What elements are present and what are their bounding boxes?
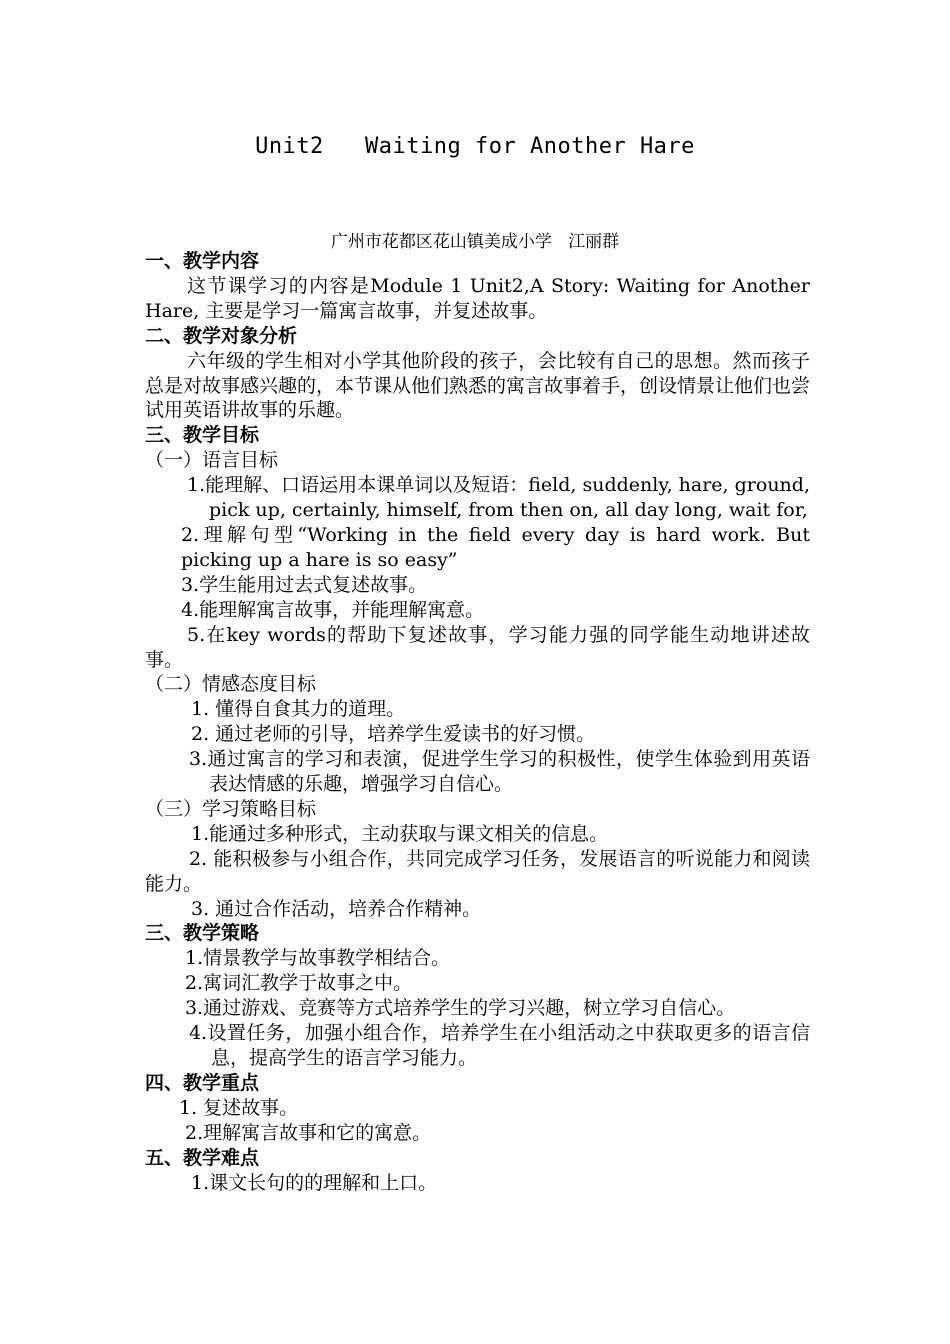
- language-goal-item: 5.在key words的帮助下复述故事，学习能力强的同学能生动地讲述故事。: [145, 623, 810, 671]
- strategy-goal-item: 3. 通过合作活动，培养合作精神。: [191, 897, 482, 920]
- language-goal-item: 3.学生能用过去式复述故事。: [181, 573, 428, 596]
- key-point-item: 2.理解寓言故事和它的寓意。: [185, 1121, 432, 1144]
- language-goal-item: 1.能理解、口语运用本课单词以及短语：field, suddenly, hare, ground, pick up, certainly, himself, from then on, all day long, wait for,: [187, 474, 810, 522]
- author-line: 广州市花都区花山镇美成小学 江丽群: [330, 232, 620, 252]
- section-heading-content: 一、教学内容: [145, 250, 260, 272]
- strategy-item: 3.通过游戏、竞赛等方式培养学生的学习兴趣，树立学习自信心。: [185, 997, 736, 1020]
- section-heading-key-points: 四、教学重点: [145, 1071, 260, 1094]
- section-heading-difficulties: 五、教学难点: [145, 1146, 260, 1169]
- document-body: [145, 249, 810, 1195]
- strategy-item: 2.寓词汇教学于故事之中。: [185, 972, 413, 995]
- language-goal-item: 2.理解句型“Working in the field every day is hard work. But picking up a hare is so easy”: [181, 523, 810, 571]
- key-point-item: 1. 复述故事。: [179, 1096, 299, 1119]
- content-paragraph: 这节课学习的内容是Module 1 Unit2,A Story: Waiting for Another Hare, 主要是学习一篇寓言故事，并复述故事。: [145, 274, 810, 322]
- document-title: Unit2 Waiting for Another Hare: [255, 134, 695, 159]
- section-heading-strategies: 三、教学策略: [145, 922, 260, 945]
- strategy-goal-item: 1.能通过多种形式，主动获取与课文相关的信息。: [191, 822, 609, 845]
- section-heading-students: 二、教学对象分析: [145, 324, 298, 347]
- strategy-item: 1.情景教学与故事教学相结合。: [185, 947, 451, 970]
- strategy-goal-item: 2. 能积极参与小组合作，共同完成学习任务，发展语言的听说能力和阅读能力。: [145, 847, 810, 895]
- language-goal-item: 4.能理解寓言故事，并能理解寓意。: [181, 598, 485, 621]
- subheading-strategy-goals: （三）学习策略目标: [145, 797, 317, 820]
- subheading-language-goals: （一）语言目标: [145, 449, 279, 472]
- subheading-attitude-goals: （二）情感态度目标: [145, 673, 317, 696]
- students-paragraph: 六年级的学生相对小学其他阶段的孩子，会比较有自己的思想。然而孩子总是对故事感兴趣的，本节课从他们熟悉的寓言故事着手，创设情景让他们也尝试用英语讲故事的乐趣。: [145, 349, 811, 422]
- attitude-goal-item: 1. 懂得自食其力的道理。: [191, 698, 406, 721]
- attitude-goal-item: 3.通过寓言的学习和表演，促进学生学习的积极性，使学生体验到用英语表达情感的乐趣，增强学习自信心。: [189, 748, 810, 796]
- difficulty-item: 1.课文长句的的理解和上口。: [191, 1171, 438, 1194]
- strategy-item: 4.设置任务，加强小组合作，培养学生在小组活动之中获取更多的语言信息，提高学生的语言学习能力。: [189, 1022, 810, 1069]
- section-heading-objectives: 三、教学目标: [145, 424, 260, 447]
- attitude-goal-item: 2. 通过老师的引导，培养学生爱读书的好习惯。: [191, 723, 596, 746]
